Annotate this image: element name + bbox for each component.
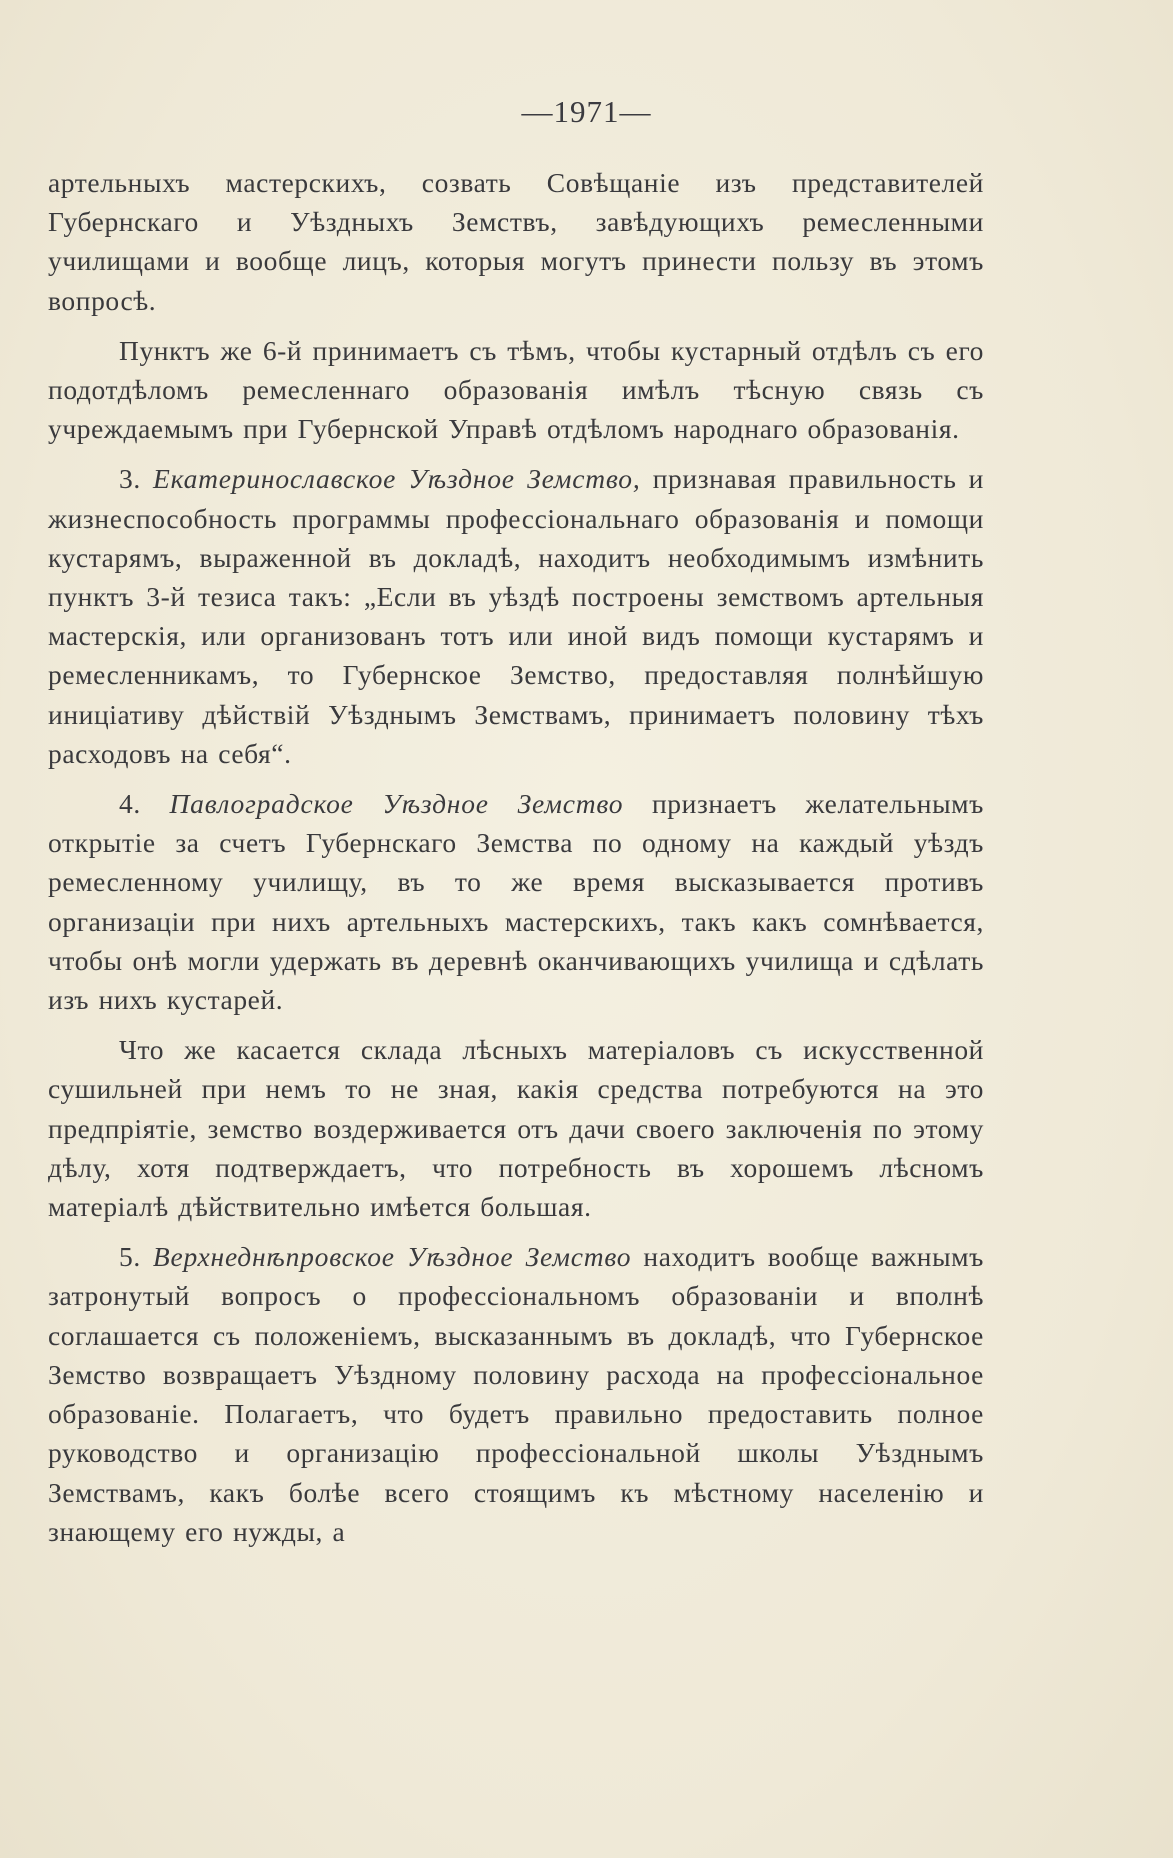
zemstvo-name: Екатеринославское Уѣздное Земство,: [153, 463, 641, 495]
paragraph-text: признаетъ желательнымъ открытіе за счетъ Губернскаго Земства по одному на каждый уѣздъ ремесленному училищу, въ то же время высказывается противъ организаціи при нихъ артельныхъ мастерскихъ, такъ какъ сомнѣвается, чтобы онѣ могли удержать въ деревнѣ оканчивающихъ училища и сдѣлать изъ нихъ кустарей.: [48, 788, 984, 1016]
zemstvo-name: Верхнеднѣпровское Уѣздное Земство: [152, 1241, 632, 1273]
paragraph-lumber-warehouse: Что же касается склада лѣсныхъ матеріаловъ съ искусственной сушильней при немъ то не зная, какія средства потребуются на это предпріятіе, земство воздерживается отъ дачи своего заключенія по этому дѣлу, хотя подтверждаетъ, что потребность въ хорошемъ лѣсномъ матеріалѣ дѣйствительно имѣется большая.: [48, 1034, 984, 1223]
paragraph-text: признавая правильность и жизнеспособность программы профессіональнаго образованія и помощи кустарямъ, выраженной въ докладѣ, находитъ необходимымъ измѣнить пунктъ 3-й тезиса такъ: „Если въ уѣздѣ построены земствомъ артельныя мастерскія, или организованъ тотъ или иной видъ помощи кустарямъ и ремесленникамъ, то Губернское Земство, предоставляя полнѣйшую иниціативу дѣйствій Уѣзднымъ Земствамъ, принимаетъ половину тѣхъ расходовъ на себя“.: [48, 463, 984, 769]
zemstvo-name: Павлоградское Уѣздное Земство: [169, 788, 624, 820]
page-number: —1971—: [521, 94, 652, 129]
item-number: 4.: [119, 788, 141, 820]
paragraph-text: находитъ вообще важнымъ затронутый вопросъ о профессіональномъ образованіи и вполнѣ соглашается съ положеніемъ, высказаннымъ въ докладѣ, что Губернское Земство возвращаетъ Уѣздному половину расхода на профессіональное образованіе. Полагаетъ, что будетъ правильно предоставить полное руководство и организацію профессіональной школы Уѣзднымъ Земствамъ, какъ болѣе всего стоящимъ къ мѣстному населенію и знающему его нужды, а: [48, 1241, 984, 1547]
document-body: [48, 163, 984, 1551]
item-number: 5.: [119, 1241, 141, 1273]
item-number: 3.: [119, 463, 141, 495]
paragraph-item-3: [48, 459, 984, 773]
paragraph-continuation: артельныхъ мастерскихъ, созвать Совѣщаніе изъ представителей Губернскаго и Уѣздныхъ Земствъ, завѣдующихъ ремесленными училищами и вообще лицъ, которыя могутъ принести пользу въ этомъ вопросѣ.: [48, 167, 984, 316]
paragraph-item-4: [48, 784, 984, 1019]
paragraph-item-5: [48, 1237, 984, 1551]
paragraph-point-6: Пунктъ же 6-й принимаетъ съ тѣмъ, чтобы кустарный отдѣлъ съ его подотдѣломъ ремесленнаго образованія имѣлъ тѣсную связь съ учреждаемымъ при Губернской Управѣ отдѣломъ народнаго образованія.: [48, 334, 984, 445]
